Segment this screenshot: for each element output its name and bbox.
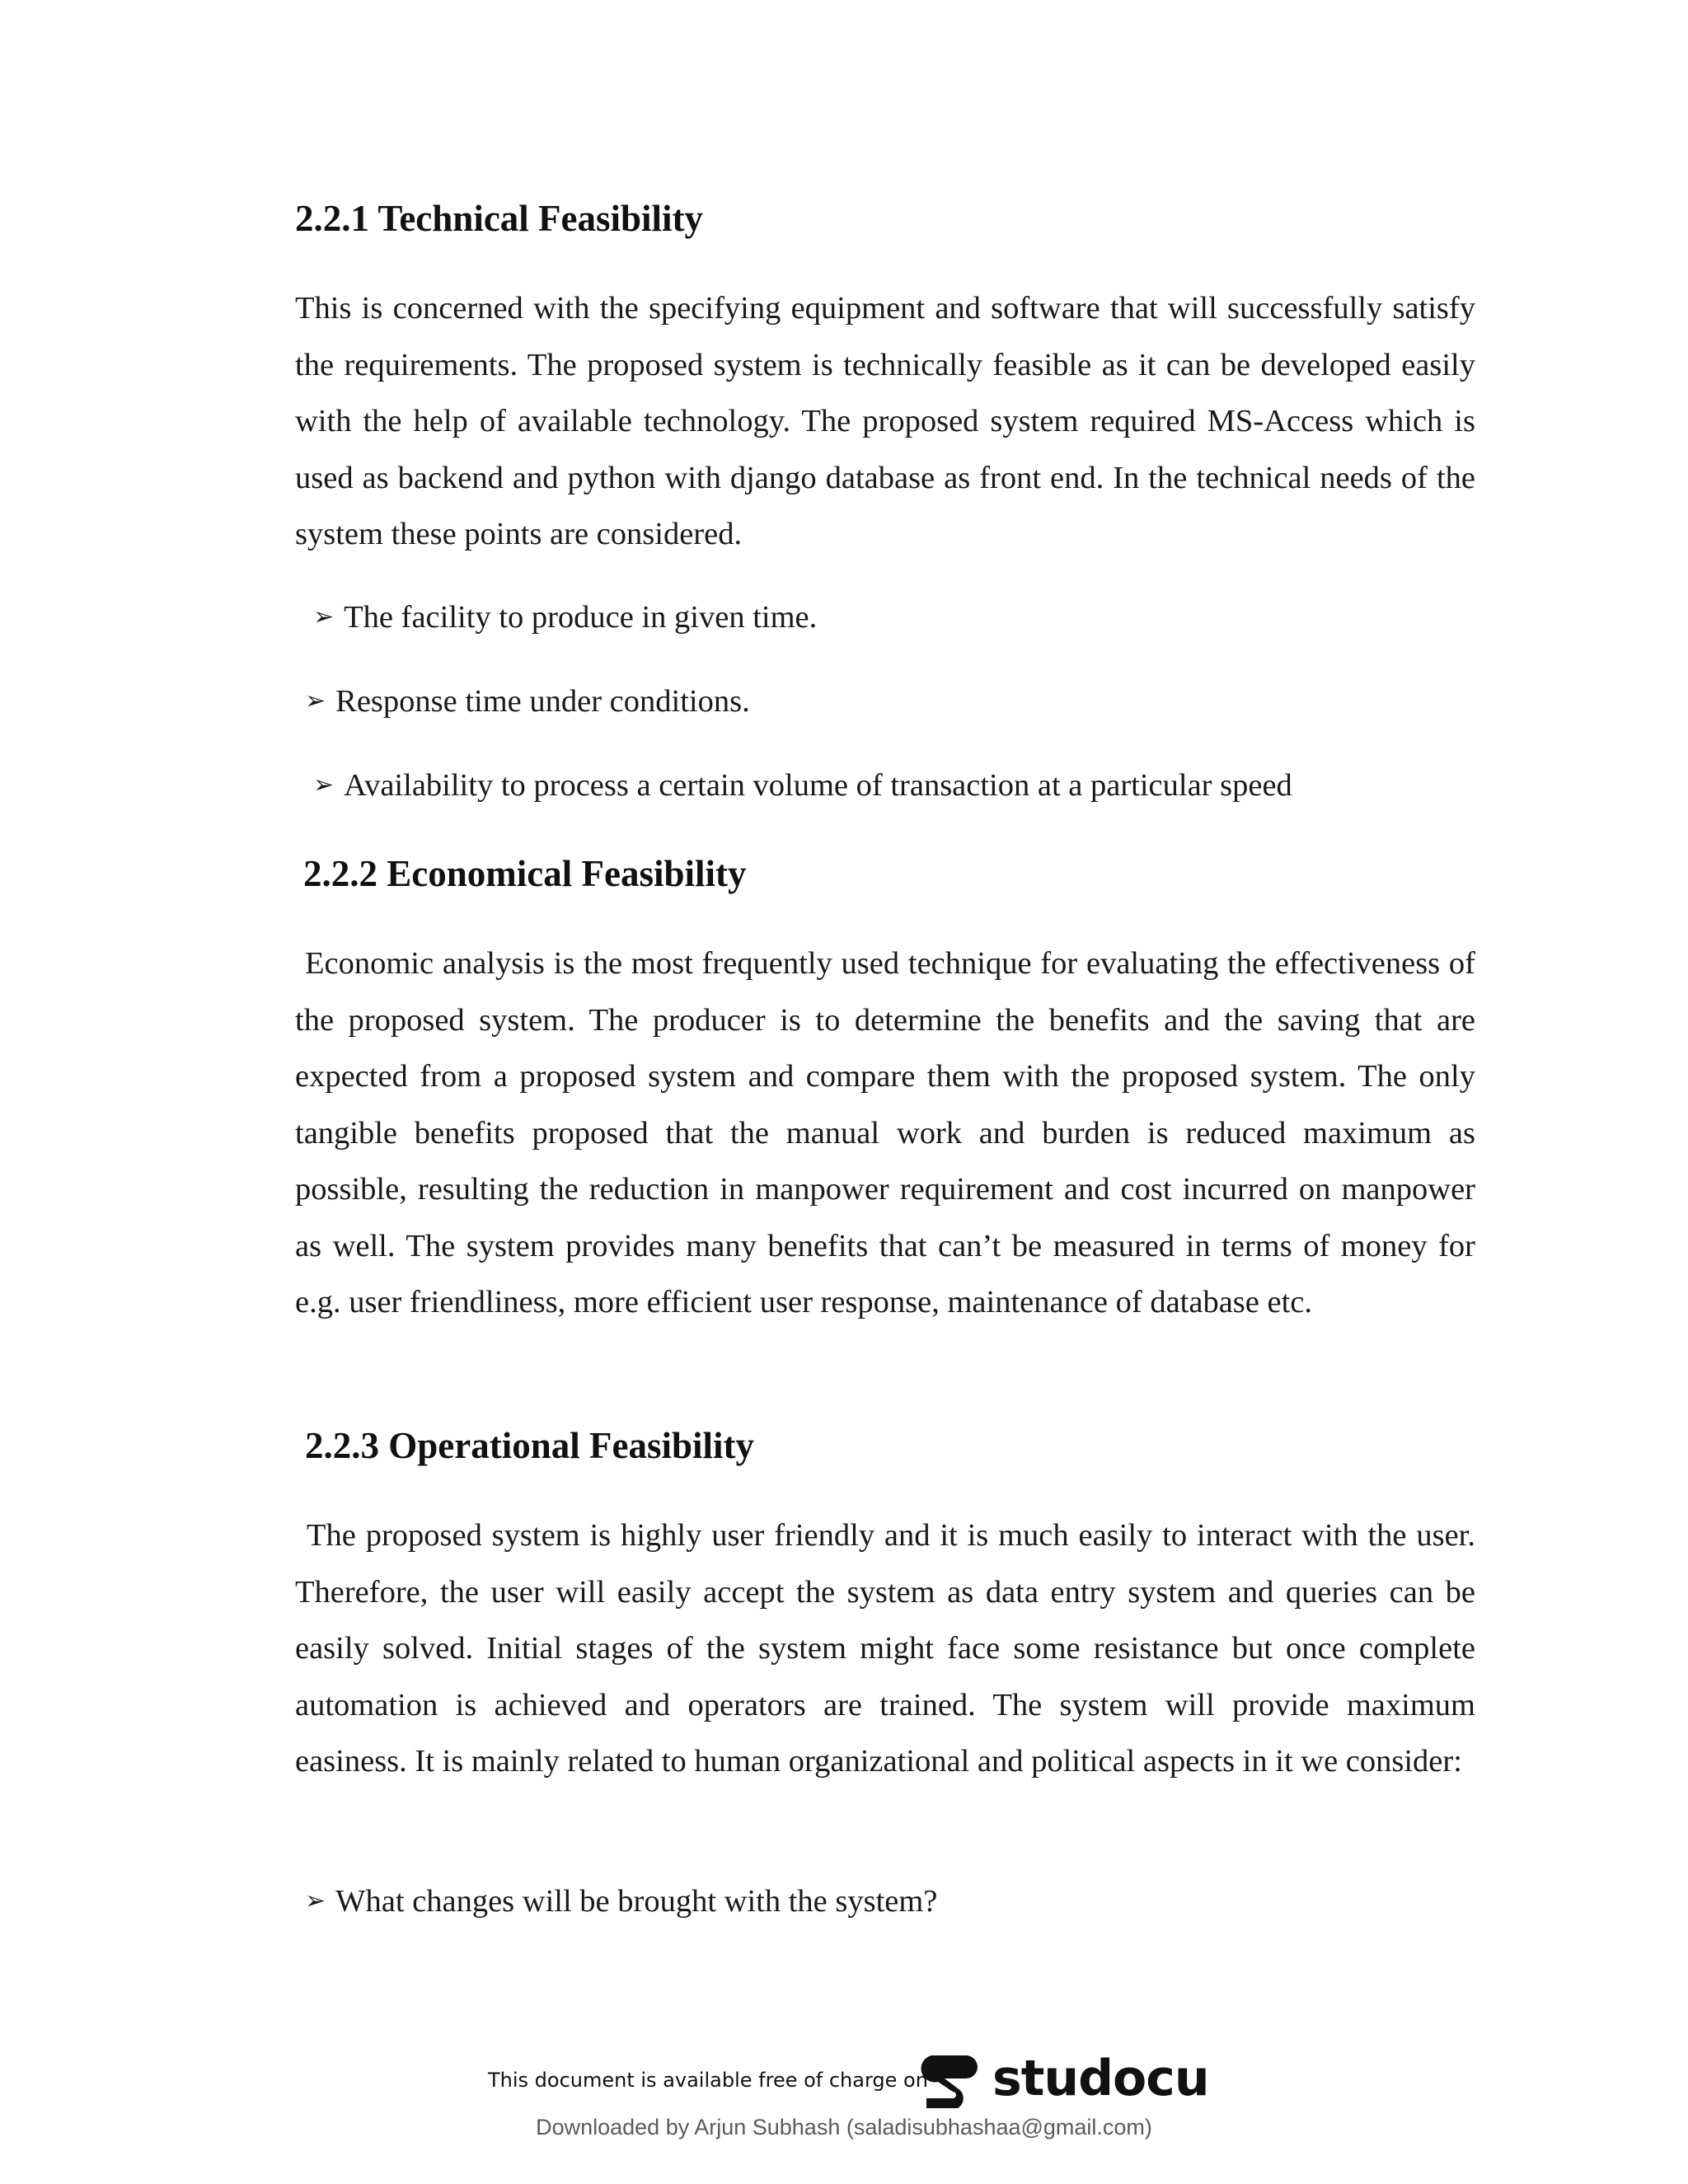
list-item bbox=[313, 770, 1292, 802]
operational-feasibility-paragraph: The proposed system is highly user friendly and it is much easily to interact with the user. Therefore, the user will easily accept the system as data entry system and queries can be easily solved. Initial stages of the system might face some resistance but once complete automation is achieved and operators are trained. The system will provide maximum easiness. It is mainly related to human organizational and political aspects in it we consider: bbox=[295, 1518, 1475, 1779]
list-item bbox=[313, 602, 817, 634]
section-heading-technical-feasibility: 2.2.1 Technical Feasibility bbox=[295, 198, 704, 239]
studocu-logo-text: studocu bbox=[992, 2050, 1209, 2107]
arrow-bullet-icon: ➢ bbox=[313, 602, 335, 631]
studocu-logo-icon bbox=[920, 2049, 986, 2115]
list-item-text: The facility to produce in given time. bbox=[344, 600, 818, 635]
economical-feasibility-paragraph: Economic analysis is the most frequently used technique for evaluating the effectiveness of the proposed system. The producer is to determine the benefits and the saving that are expected from a proposed system and compare them with the proposed system. The only tangible benefits proposed that the manual work and burden is reduced maximum as possible, resulting the reduction in manpower requirement and cost incurred on manpower as well. The system provides many benefits that can’t be measured in terms of money for e.g. user friendliness, more efficient user response, maintenance of database etc. bbox=[295, 946, 1475, 1319]
list-item bbox=[305, 686, 750, 718]
technical-feasibility-paragraph: This is concerned with the specifying equipment and software that will successfully satisfy the requirements. The proposed system is technically feasible as it can be developed easily with the help of available technology. The proposed system required MS-Access which is used as backend and python with django database as front end. In the technical needs of the system these points are considered. bbox=[295, 291, 1475, 551]
list-item-text: What changes will be brought with the system? bbox=[335, 1884, 938, 1919]
list-item-text: Response time under conditions. bbox=[335, 684, 750, 719]
availability-note: This document is available free of charge on bbox=[488, 2069, 928, 2092]
studocu-logo[interactable] bbox=[920, 2049, 1209, 2115]
arrow-bullet-icon: ➢ bbox=[313, 771, 335, 799]
list-item bbox=[305, 1886, 937, 1918]
section-heading-economical-feasibility: 2.2.2 Economical Feasibility bbox=[303, 853, 747, 894]
arrow-bullet-icon: ➢ bbox=[305, 1886, 326, 1915]
arrow-bullet-icon: ➢ bbox=[305, 687, 326, 715]
section-heading-operational-feasibility: 2.2.3 Operational Feasibility bbox=[305, 1425, 754, 1466]
list-item-text: Availability to process a certain volume of transaction at a particular speed bbox=[344, 768, 1292, 803]
downloaded-by-note: Downloaded by Arjun Subhash (saladisubhashaa@gmail.com) bbox=[536, 2115, 1152, 2139]
